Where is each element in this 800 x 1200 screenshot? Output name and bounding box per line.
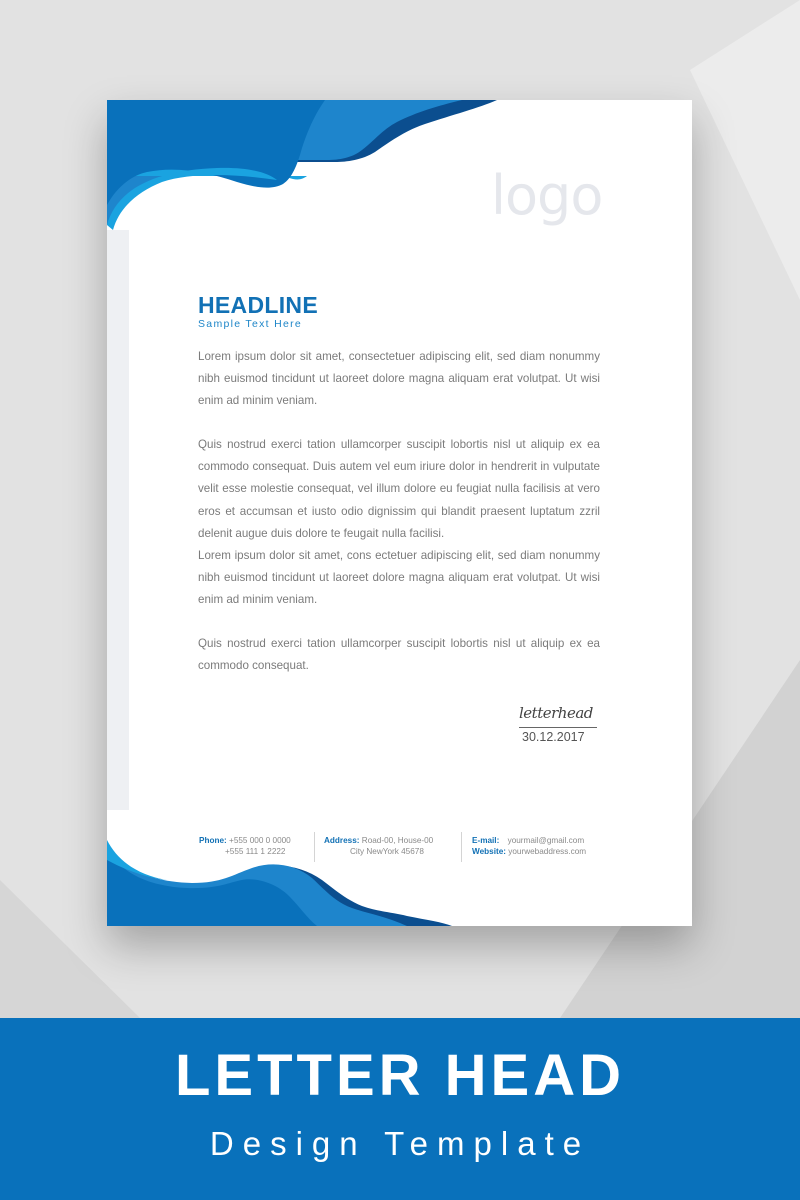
phone-2: +555 111 1 2222 (225, 847, 286, 856)
paragraph-4: Quis nostrud exerci tation ullamcorper suscipit lobortis nisl ut aliquip ex ea commodo consequat. (198, 637, 600, 673)
website: yourwebaddress.com (508, 847, 587, 856)
contact-phone (199, 835, 291, 857)
paragraph-3: Lorem ipsum dolor sit amet, cons ectetuer adipiscing elit, sed diam nonummy nibh euismod tincidunt ut laoreet dolore magna aliquam erat volutpat. Ut wisi enim ad minim veniam. (198, 548, 600, 606)
signature-line (519, 727, 597, 728)
email-label: E-mail: (472, 836, 500, 845)
title-banner (0, 1018, 800, 1200)
address-1: Road-00, House-00 (361, 836, 434, 845)
letterhead-sheet (107, 100, 692, 926)
signature: letterhead (519, 704, 593, 722)
letter-date: 30.12.2017 (522, 730, 585, 744)
contact-divider (461, 832, 462, 862)
phone-label: Phone: (199, 836, 227, 845)
contact-divider (314, 832, 315, 862)
banner-title: LETTER HEAD (175, 1043, 625, 1108)
headline: HEADLINE (198, 292, 318, 318)
banner-subtitle: Design Template (209, 1125, 591, 1162)
website-label: Website: (472, 847, 506, 856)
address-2: City NewYork 45678 (350, 847, 424, 856)
paragraph-2: Quis nostrud exerci tation ullamcorper suscipit lobortis nisl ut aliquip ex ea commodo consequat. Duis autem vel eum iriure dolor in hendrerit in vulputate velit esse molestie consequat, vel illum dolore eu feugiat nulla facilisis at vero eros et accumsan et iusto odio dignissim qui blandit praesent luptatum zzril delenit augue duis dolore te feugait nulla facilisi. (198, 438, 600, 540)
email: yourmail@gmail.com (507, 836, 585, 845)
letter-body (198, 346, 600, 677)
logo-placeholder: logo (491, 164, 603, 227)
contact-email-web (472, 835, 586, 857)
address-label: Address: (324, 836, 360, 845)
paragraph-1: Lorem ipsum dolor sit amet, consectetuer adipiscing elit, sed diam nonummy nibh euismod tincidunt ut laoreet dolore magna aliquam erat volutpat. Ut wisi enim ad minim veniam. (198, 350, 600, 408)
phone-1: +555 000 0 0000 (229, 836, 291, 845)
contact-address (324, 835, 433, 857)
subheadline: Sample Text Here (198, 318, 303, 330)
